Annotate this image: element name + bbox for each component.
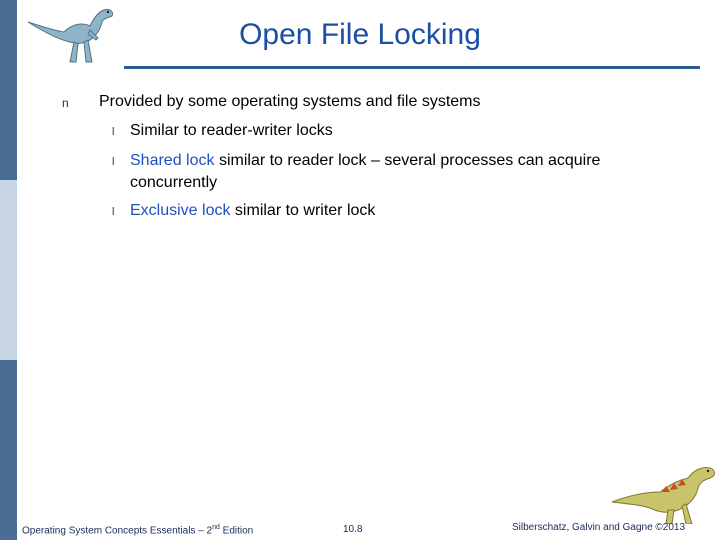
sub-bullet-marker: l	[112, 206, 115, 218]
footer-book-title	[22, 524, 253, 536]
sub-bullet-2-highlight: Shared lock	[130, 152, 215, 169]
bullet-marker: n	[62, 96, 69, 110]
left-decorative-strip	[0, 0, 17, 540]
sub-bullet-2	[130, 150, 610, 194]
sub-bullet-1-text: Similar to reader-writer locks	[130, 122, 333, 139]
sub-bullet-2-text: similar to reader lock – several processes can acquire concurrently	[130, 152, 601, 191]
left-strip-highlight	[0, 180, 17, 360]
sub-bullet-1	[130, 120, 690, 142]
sub-bullet-marker: l	[112, 156, 115, 168]
sub-bullet-3-text: similar to writer lock	[230, 202, 376, 219]
title-underline	[124, 66, 700, 69]
sub-bullet-marker: l	[112, 126, 115, 138]
slide-title: Open File Locking	[239, 18, 481, 51]
footer-superscript: nd	[212, 524, 220, 531]
footer-copyright: Silberschatz, Galvin and Gagne ©2013	[512, 522, 686, 533]
sub-bullet-3	[130, 200, 690, 222]
main-bullet-text: Provided by some operating systems and file systems	[99, 93, 481, 110]
footer-edition: Edition	[219, 525, 254, 537]
dinosaur-corner-icon	[608, 462, 720, 524]
footer-page-number: 10.8	[343, 524, 363, 535]
sub-bullet-3-highlight: Exclusive lock	[130, 202, 231, 219]
footer-book-title-text: Operating System Concepts Essentials – 2	[22, 525, 213, 537]
